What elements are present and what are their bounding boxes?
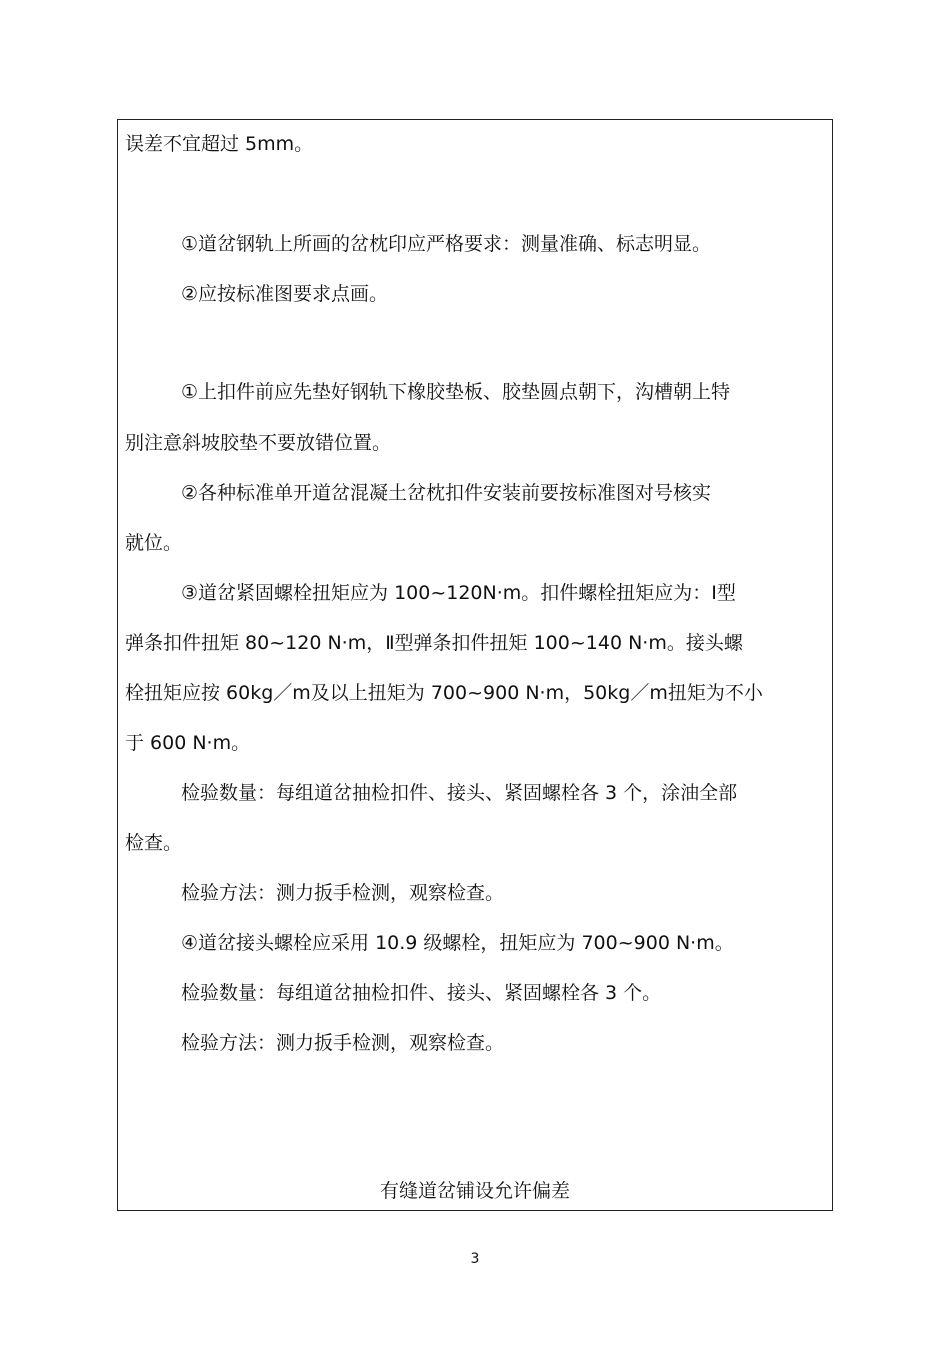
- text-line-7: 就位。: [125, 532, 183, 554]
- text-line-5: 别注意斜坡胶垫不要放错位置。: [125, 432, 392, 454]
- text-line-15: ④道岔接头螺栓应采用 10.9 级螺栓，扭矩应为 700~900 N·m。: [181, 932, 734, 954]
- content-frame: [117, 119, 833, 1211]
- text-line-14: 检验方法：测力扳手检测，观察检查。: [181, 882, 505, 904]
- text-line-2: ①道岔钢轨上所画的岔枕印应严格要求：测量准确、标志明显。: [181, 233, 712, 255]
- text-line-10: 栓扭矩应按 60kg／m及以上扭矩为 700~900 N·m，50kg／m扭矩为不小: [125, 682, 763, 704]
- table-caption: 有缝道岔铺设允许偏差: [379, 1180, 570, 1202]
- text-line-11: 于 600 N·m。: [125, 732, 251, 754]
- text-line-16: 检验数量：每组道岔抽检扣件、接头、紧固螺栓各 3 个。: [181, 982, 662, 1004]
- text-line-8: ③道岔紧固螺栓扭矩应为 100~120N·m。扣件螺栓扭矩应为：Ⅰ型: [181, 582, 736, 604]
- text-line-1: 误差不宜超过 5mm。: [125, 133, 314, 155]
- text-line-17: 检验方法：测力扳手检测，观察检查。: [181, 1032, 505, 1054]
- page-number: 3: [470, 1251, 480, 1267]
- text-line-6: ②各种标准单开道岔混凝土岔枕扣件安装前要按标准图对号核实: [181, 482, 712, 504]
- text-line-4: ①上扣件前应先垫好钢轨下橡胶垫板、胶垫圆点朝下，沟槽朝上特: [181, 381, 731, 403]
- text-line-12: 检验数量：每组道岔抽检扣件、接头、紧固螺栓各 3 个，涂油全部: [181, 782, 738, 804]
- text-line-9: 弹条扣件扭矩 80~120 N·m，Ⅱ型弹条扣件扭矩 100~140 N·m。接头螺: [125, 632, 743, 654]
- text-line-13: 检查。: [125, 832, 183, 854]
- text-line-3: ②应按标准图要求点画。: [181, 283, 389, 305]
